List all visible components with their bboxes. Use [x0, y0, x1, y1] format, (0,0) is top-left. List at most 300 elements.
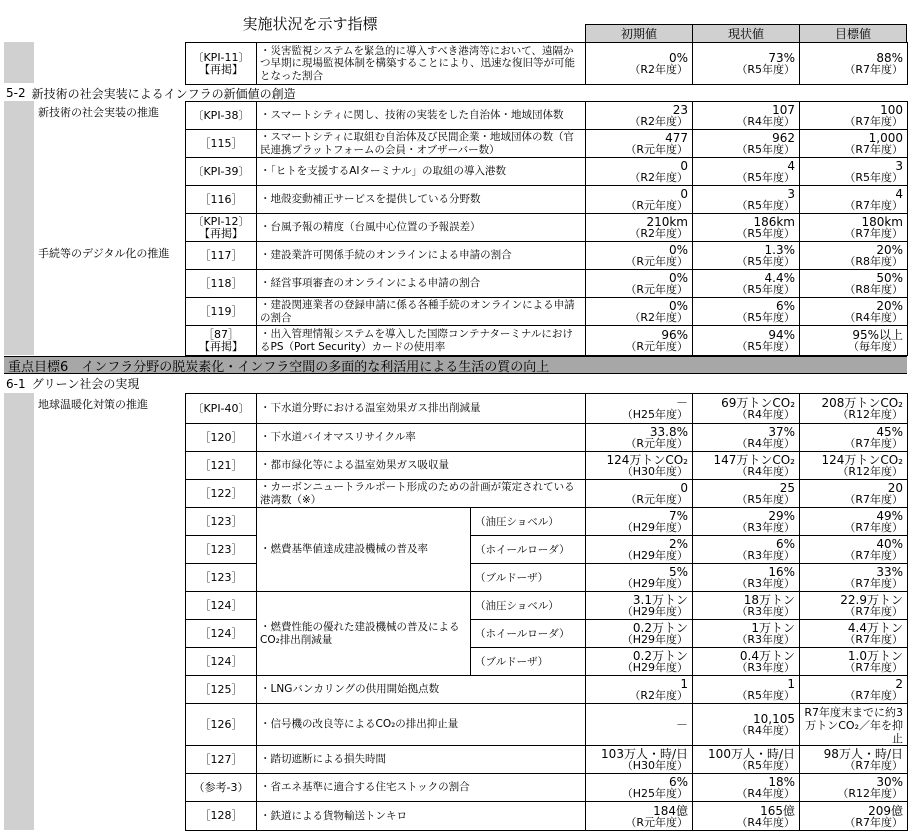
kpi-id-text: ［123］ [199, 542, 243, 556]
target-value-text: R7年度末までに約3万トンCO₂／年を抑止 [804, 705, 903, 745]
current-value-text: 1.3% [764, 243, 795, 257]
row-indicator [256, 157, 586, 186]
kpi-id-text: ［126］ [199, 717, 243, 731]
kpi-id-text: 〔KPI-12〕 [192, 214, 250, 228]
row-initial-value [585, 619, 693, 648]
row-indicator [256, 42, 586, 85]
target-value-text: 4.4万トン [847, 621, 903, 635]
initial-value-text: 0.2万トン [632, 621, 688, 635]
row-target-value [799, 479, 908, 508]
target-value-text: 4 [895, 187, 903, 201]
row-kpi-id [185, 213, 257, 242]
current-year-text: （R5年度） [736, 199, 795, 212]
row-initial-value [585, 745, 693, 774]
target-year-text: （R7年度） [844, 815, 903, 829]
target-value-text: 98万人・時/日 [823, 747, 903, 761]
row-kpi-id [185, 801, 257, 831]
initial-value-text: 33.8% [649, 425, 688, 439]
initial-value-text: 2% [668, 537, 688, 551]
indicator-text: ・都市緑化等による温室効果ガス吸収量 [260, 459, 449, 472]
row-current-value [692, 703, 800, 746]
current-year-text: （R3年度） [736, 577, 795, 590]
target-value-text: 208万トンCO₂ [821, 396, 903, 410]
row-kpi-id [185, 535, 257, 564]
initial-year-text: （R元年度） [625, 255, 688, 268]
initial-year-text: （H29年度） [621, 549, 688, 562]
row-target-value [799, 619, 908, 648]
initial-year-text: （R元年度） [625, 283, 688, 296]
initial-year-text: （H25年度） [621, 408, 688, 421]
group-new-tech: 新技術の社会実装の推進 [38, 106, 159, 119]
initial-year-text: （R元年度） [625, 493, 688, 506]
current-value-text: 94% [768, 328, 795, 342]
initial-year-text: （H29年度） [621, 633, 688, 646]
target-year-text: （R7年度） [844, 437, 903, 450]
target-value-text: 3 [895, 159, 903, 173]
row-initial-value [585, 479, 693, 508]
row-current-value [692, 745, 800, 774]
row-current-value [692, 801, 800, 831]
row-indicator [256, 269, 586, 298]
row-initial-value [585, 157, 693, 186]
initial-value-text: 0 [680, 187, 688, 201]
indicator-text: ・建設業許可関係手続のオンラインによる申請の割合 [260, 249, 512, 262]
target-value-text: 30% [876, 775, 903, 789]
row-target-value [799, 101, 908, 130]
header-title: 実施状況を示す指標 [242, 14, 378, 33]
current-value-text: 73% [768, 51, 795, 65]
row-indicator [256, 675, 586, 704]
target-year-text: （R7年度） [844, 759, 903, 772]
row-indicator [256, 745, 586, 774]
row-subcategory [470, 563, 586, 592]
current-value-text: 37% [768, 425, 795, 439]
row-current-value [692, 423, 800, 452]
indicator-text: ・LNGバンカリングの供用開始拠点数 [260, 683, 440, 696]
initial-year-text: （H29年度） [621, 521, 688, 534]
row-current-value [692, 297, 800, 326]
row-target-value [799, 647, 908, 676]
current-year-text: （R4年度） [736, 465, 795, 478]
kpi-id-text: ［122］ [199, 486, 243, 500]
initial-year-text: （R2年度） [629, 311, 688, 324]
row-current-value [692, 269, 800, 298]
indicator-text: ・省エネ基準に適合する住宅ストックの割合 [260, 781, 470, 794]
indicator-text: ・燃費基準値達成建設機械の普及率 [260, 543, 428, 556]
current-year-text: （R5年度） [736, 227, 795, 240]
row-current-value [692, 157, 800, 186]
initial-value-text: 103万人・時/日 [601, 747, 688, 761]
row-indicator [256, 101, 586, 130]
row-target-value [799, 241, 908, 270]
row-current-value [692, 451, 800, 480]
row-current-value [692, 591, 800, 620]
target-year-text: （R7年度） [844, 143, 903, 156]
row-indicator [256, 703, 586, 746]
initial-year-text: （R元年度） [625, 143, 688, 156]
current-value-text: 0.4万トン [739, 649, 795, 663]
current-value-text: 69万トンCO₂ [721, 396, 795, 410]
initial-value-text: 96% [661, 328, 688, 342]
header-current: 現状値 [692, 24, 800, 43]
row-subcategory [470, 647, 586, 676]
current-value-text: 10,105 [753, 712, 795, 726]
current-year-text: （R4年度） [736, 408, 795, 421]
subcategory-text: （ホイールローダ） [475, 628, 570, 640]
indicator-text: ・鉄道による貨物輸送トンキロ [260, 809, 407, 822]
current-year-text: （R3年度） [736, 661, 795, 674]
row-kpi-id [185, 479, 257, 508]
target-value-text: 50% [876, 271, 903, 285]
current-year-text: （R5年度） [736, 340, 795, 353]
subcategory-text: （ブルドーザ） [475, 656, 549, 668]
row-current-value [692, 213, 800, 242]
target-value-text: 45% [876, 425, 903, 439]
row-target-value [799, 451, 908, 480]
row-target-value [799, 675, 908, 704]
initial-year-text: （R元年度） [625, 199, 688, 212]
indicator-text: ・スマートシティに取組む自治体及び民間企業・地域団体の数（官民連携プラットフォームの会員・オブザーバー数） [260, 131, 574, 156]
initial-year-text: （R2年度） [629, 115, 688, 128]
row-kpi-id [185, 591, 257, 620]
initial-value-text: 0 [680, 481, 688, 495]
row-current-value [692, 129, 800, 158]
current-year-text: （R3年度） [736, 633, 795, 646]
row-current-value [692, 647, 800, 676]
row-initial-value [585, 801, 693, 831]
row-initial-value [585, 451, 693, 480]
row-indicator [256, 185, 586, 214]
current-year-text: （R3年度） [736, 549, 795, 562]
subcategory-text: （ホイールローダ） [475, 544, 570, 556]
row-current-value [692, 619, 800, 648]
target-year-text: （R7年度） [844, 661, 903, 674]
current-year-text: （R5年度） [736, 311, 795, 324]
current-value-text: 18% [768, 775, 795, 789]
row-kpi-id [185, 101, 257, 130]
row-indicator [256, 297, 586, 326]
indicator-text: ・下水道バイオマスリサイクル率 [260, 431, 416, 444]
row-current-value [692, 185, 800, 214]
indicator-text: ・カーボンニュートラルポート形成のための計画が策定されている港湾数（※） [260, 481, 575, 506]
current-value-text: 186km [753, 215, 795, 229]
row-initial-value [585, 325, 693, 356]
row-target-value [799, 185, 908, 214]
row-current-value [692, 101, 800, 130]
kpi-id-text: 〔KPI-40〕 [192, 401, 250, 415]
current-value-text: 1 [787, 677, 795, 691]
target-year-text: （R12年度） [837, 408, 903, 421]
row-indicator [256, 129, 586, 158]
current-year-text: （R5年度） [736, 171, 795, 184]
row-kpi-id [185, 563, 257, 592]
indicator-text: ・出入管理情報システムを導入した国際コンテナターミナルにおけるPS（Port Security）カードの使用率 [260, 328, 573, 353]
kpi-id-text: ［119］ [199, 304, 243, 318]
row-target-value [799, 325, 908, 356]
row-target-value [799, 745, 908, 774]
kpi-id-text: ［118］ [199, 276, 243, 290]
target-year-text: （R7年度） [844, 605, 903, 618]
initial-value-text: － [675, 396, 688, 410]
target-value-text: 1,000 [868, 131, 903, 145]
row-kpi-id [185, 325, 257, 356]
row-indicator [256, 591, 471, 676]
row-kpi-id [185, 269, 257, 298]
indicator-text: ・スマートシティに関し、技術の実装をした自治体・地域団体数 [260, 109, 564, 122]
initial-value-text: 6% [668, 775, 688, 789]
kpi-id-text: ［124］ [199, 598, 243, 612]
current-year-text: （R5年度） [736, 759, 795, 772]
kpi-id-text: ［123］ [199, 570, 243, 584]
current-year-text: （R5年度） [736, 143, 795, 156]
indicator-text: ・災害監視システムを緊急的に導入すべき港湾等において、遠隔かつ早期に現場監視体制を構築することにより、迅速な復旧等が可能となった割合 [260, 44, 575, 82]
row-initial-value [585, 101, 693, 130]
initial-year-text: （R元年度） [625, 815, 688, 829]
indicator-text: ・踏切遮断による損失時間 [260, 753, 386, 766]
initial-value-text: 477 [665, 131, 688, 145]
row-target-value [799, 393, 908, 424]
initial-year-text: （R2年度） [629, 63, 688, 76]
current-value-text: 100万人・時/日 [708, 747, 795, 761]
indicator-text: ・燃費性能の優れた建設機械の普及によるCO₂排出削減量 [260, 621, 460, 646]
initial-value-text: 7% [668, 509, 688, 523]
current-year-text: （R5年度） [736, 689, 795, 702]
row-initial-value [585, 535, 693, 564]
initial-value-text: 184億 [653, 803, 688, 818]
target-year-text: （R8年度） [844, 255, 903, 268]
row-target-value [799, 297, 908, 326]
initial-value-text: 0.2万トン [632, 649, 688, 663]
current-year-text: （R4年度） [736, 724, 795, 737]
row-kpi-id [185, 619, 257, 648]
row-current-value [692, 479, 800, 508]
row-indicator [256, 507, 471, 592]
row-indicator [256, 393, 586, 424]
current-year-text: （R4年度） [736, 787, 795, 800]
row-kpi-id [185, 647, 257, 676]
kpi-id-text: ［120］ [199, 430, 243, 444]
current-value-text: 18万トン [743, 593, 795, 607]
current-year-text: （R4年度） [736, 115, 795, 128]
row-target-value [799, 591, 908, 620]
kpi-id-text: ［117］ [199, 248, 243, 262]
left-sidebar-s52 [4, 101, 34, 355]
section-6-1 [6, 375, 139, 392]
current-year-text: （R5年度） [736, 493, 795, 506]
left-sidebar-top [4, 42, 34, 83]
row-kpi-id [185, 451, 257, 480]
indicator-text: ・経営事項審査のオンラインによる申請の割合 [260, 277, 481, 290]
row-initial-value [585, 507, 693, 536]
initial-year-text: （H29年度） [621, 605, 688, 618]
row-target-value [799, 507, 908, 536]
target-year-text: （R12年度） [837, 465, 903, 478]
kpi-id-text: ［115］ [199, 136, 243, 150]
target-value-text: 88% [876, 51, 903, 65]
row-kpi-id [185, 675, 257, 704]
kpi-id-text: ［121］ [199, 458, 243, 472]
row-kpi-id [185, 423, 257, 452]
initial-year-text: （H25年度） [621, 787, 688, 800]
target-value-text: 40% [876, 537, 903, 551]
current-value-text: 6% [775, 537, 795, 551]
current-year-text: （R4年度） [736, 437, 795, 450]
row-subcategory [470, 507, 586, 536]
row-kpi-id [185, 703, 257, 746]
kpi-id-text: 〔KPI-39〕 [192, 164, 250, 178]
initial-year-text: （H30年度） [621, 759, 688, 772]
current-year-text: （R5年度） [736, 283, 795, 296]
initial-year-text: （H29年度） [621, 661, 688, 674]
target-year-text: （R7年度） [844, 63, 903, 76]
kpi-id-text: ［124］ [199, 654, 243, 668]
row-initial-value [585, 269, 693, 298]
section-6-1-title: グリーン社会の実現 [31, 377, 140, 391]
row-current-value [692, 563, 800, 592]
initial-value-text: 0% [668, 299, 688, 313]
current-value-text: 107 [772, 103, 795, 117]
goal-6-title: 重点目標6 インフラ分野の脱炭素化・インフラ空間の多面的な利活用による生活の質の向上 [8, 359, 550, 375]
row-current-value [692, 325, 800, 356]
row-subcategory [470, 535, 586, 564]
target-year-text: （R8年度） [844, 283, 903, 296]
row-initial-value [585, 297, 693, 326]
target-year-text: （R7年度） [844, 549, 903, 562]
kpi-id-text: 〔KPI-38〕 [192, 108, 250, 122]
target-value-text: 22.9万トン [840, 593, 903, 607]
target-year-text: （R4年度） [844, 311, 903, 324]
current-year-text: （R3年度） [736, 521, 795, 534]
initial-value-text: 5% [668, 565, 688, 579]
subcategory-text: （油圧ショベル） [475, 600, 559, 612]
target-value-text: 95%以上 [852, 328, 903, 342]
row-initial-value [585, 393, 693, 424]
row-target-value [799, 129, 908, 158]
row-target-value [799, 703, 908, 746]
row-initial-value [585, 423, 693, 452]
indicator-text: ・建設関連業者の登録申請に係る各種手続のオンラインによる申請の割合 [260, 299, 575, 324]
header-target: 目標値 [799, 24, 907, 43]
current-value-text: 4.4% [764, 271, 795, 285]
row-target-value [799, 42, 908, 85]
row-target-value [799, 773, 908, 802]
initial-value-text: － [675, 718, 688, 732]
target-value-text: 33% [876, 565, 903, 579]
target-year-text: （R7年度） [844, 227, 903, 240]
target-value-text: 2 [895, 677, 903, 691]
row-subcategory [470, 619, 586, 648]
initial-year-text: （R2年度） [629, 171, 688, 184]
left-sidebar-s61 [4, 393, 34, 830]
current-year-text: （R3年度） [736, 605, 795, 618]
row-target-value [799, 157, 908, 186]
target-year-text: （R7年度） [844, 115, 903, 128]
kpi-tag-text: 【再掲】 [199, 339, 243, 353]
target-value-text: 100 [880, 103, 903, 117]
indicator-text: ・台風予報の精度（台風中心位置の予報誤差） [260, 221, 481, 234]
current-value-text: 6% [775, 299, 795, 313]
current-year-text: （R4年度） [736, 815, 795, 829]
row-kpi-id [185, 241, 257, 270]
row-current-value [692, 675, 800, 704]
initial-year-text: （R元年度） [625, 437, 688, 450]
row-initial-value [585, 241, 693, 270]
row-initial-value [585, 647, 693, 676]
row-current-value [692, 535, 800, 564]
row-target-value [799, 563, 908, 592]
kpi-id-text: ［128］ [199, 809, 243, 822]
current-year-text: （R5年度） [736, 63, 795, 76]
subcategory-text: （ブルドーザ） [475, 572, 549, 584]
current-value-text: 165億 [760, 803, 795, 818]
row-indicator [256, 773, 586, 802]
row-current-value [692, 773, 800, 802]
target-value-text: 49% [876, 509, 903, 523]
kpi-tag-text: 【再掲】 [199, 226, 243, 240]
current-value-text: 4 [787, 159, 795, 173]
row-initial-value [585, 773, 693, 802]
row-initial-value [585, 42, 693, 85]
target-year-text: （R7年度） [844, 689, 903, 702]
current-value-text: 962 [772, 131, 795, 145]
indicator-text: ・「ヒトを支援するAIターミナル」の取組の導入港数 [260, 165, 507, 178]
row-initial-value [585, 703, 693, 746]
row-initial-value [585, 563, 693, 592]
target-value-text: 20% [876, 243, 903, 257]
target-year-text: （R12年度） [837, 787, 903, 800]
row-indicator [256, 325, 586, 356]
row-current-value [692, 507, 800, 536]
initial-year-text: （H29年度） [621, 577, 688, 590]
row-target-value [799, 213, 908, 242]
indicator-text: ・地殻変動補正サービスを提供している分野数 [260, 193, 481, 206]
row-kpi-id [185, 773, 257, 802]
kpi-id-text: ［87］ [203, 327, 239, 341]
target-year-text: （R7年度） [844, 493, 903, 506]
row-initial-value [585, 129, 693, 158]
row-kpi-id [185, 42, 257, 85]
row-kpi-id [185, 745, 257, 774]
kpi-id-text: ［125］ [199, 682, 243, 696]
row-kpi-id [185, 297, 257, 326]
row-initial-value [585, 213, 693, 242]
goal-6-band [4, 356, 907, 374]
initial-value-text: 3.1万トン [632, 593, 688, 607]
row-indicator [256, 451, 586, 480]
row-indicator [256, 241, 586, 270]
target-value-text: 20% [876, 299, 903, 313]
kpi-id-text: ［127］ [199, 752, 243, 766]
current-value-text: 29% [768, 509, 795, 523]
current-value-text: 147万トンCO₂ [713, 453, 795, 467]
initial-value-text: 0 [680, 159, 688, 173]
row-kpi-id [185, 393, 257, 424]
row-initial-value [585, 185, 693, 214]
indicator-text: ・下水道分野における温室効果ガス排出削減量 [260, 402, 481, 415]
row-subcategory [470, 591, 586, 620]
target-year-text: （R7年度） [844, 577, 903, 590]
initial-year-text: （H30年度） [621, 465, 688, 478]
row-initial-value [585, 591, 693, 620]
current-value-text: 25 [779, 481, 795, 495]
target-value-text: 20 [887, 481, 903, 495]
row-indicator [256, 213, 586, 242]
row-target-value [799, 535, 908, 564]
initial-year-text: （R2年度） [629, 227, 688, 240]
target-value-text: 1.0万トン [847, 649, 903, 663]
row-kpi-id [185, 185, 257, 214]
row-kpi-id [185, 507, 257, 536]
